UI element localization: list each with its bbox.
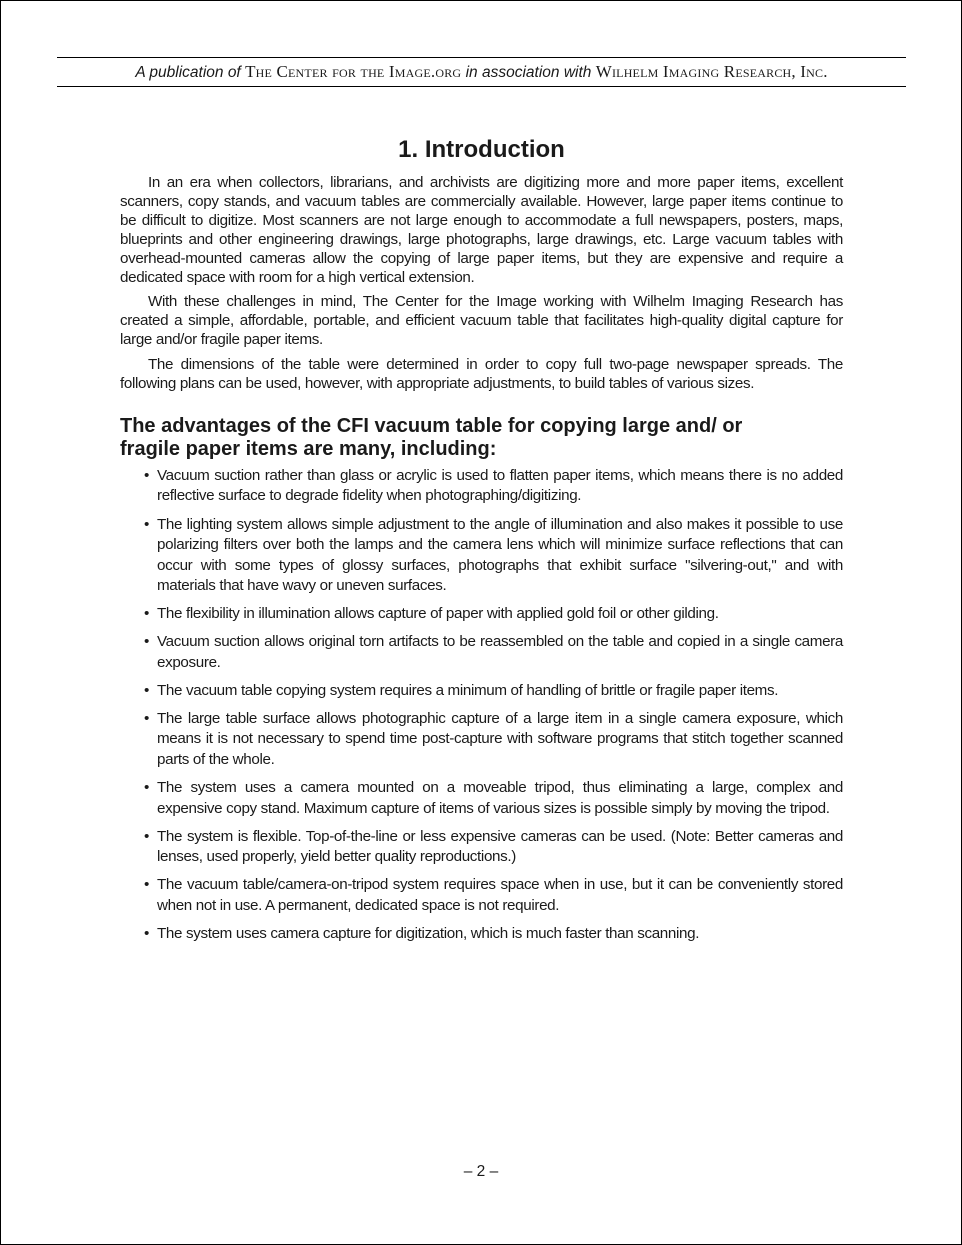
bullet-icon: •: [144, 779, 149, 797]
bullet-icon: •: [144, 924, 149, 942]
list-item-text: The vacuum table/camera-on-tripod system requires space when in use, but it can be conveniently stored when not in use. A permanent, dedicated space is not required.: [157, 876, 843, 914]
list-item: [144, 875, 843, 916]
list-item-text: Vacuum suction rather than glass or acrylic is used to flatten paper items, which means there is no added reflective surface to degrade fidelity when photographing/digitizing.: [157, 466, 843, 505]
list-item: [144, 709, 843, 771]
list-item: [144, 604, 843, 625]
list-item-text: The system uses a camera mounted on a moveable tripod, thus eliminating a large, complex and expensive copy stand. Maximum capture of items of various sizes is possible simply by moving the tripod.: [157, 779, 843, 817]
intro-paragraph: The dimensions of the table were determined in order to copy full two-page newspaper spreads. The following plans can be used, however, with appropriate adjustments, to build tables of various sizes.: [120, 356, 843, 393]
list-item: [144, 515, 843, 597]
main-content: [120, 133, 843, 952]
list-item: [144, 632, 843, 673]
bullet-icon: •: [144, 633, 149, 651]
intro-paragraph: With these challenges in mind, The Center for the Image working with Wilhelm Imaging Research has created a simple, affordable, portable, and efficient vacuum table that facilitates high-quality digital capture for large and/or fragile paper items.: [120, 293, 843, 349]
bullet-icon: •: [144, 515, 149, 533]
intro-paragraph: In an era when collectors, librarians, and archivists are digitizing more and more paper items, excellent scanners, copy stands, and vacuum tables are commercially available. However, large paper items continue to be difficult to digitize. Most scanners are not large enough to accommodate a full newspapers, posters, maps, blueprints and other engineering drawings, large photographs, large drawings, etc. Large vacuum tables with overhead-mounted cameras allow the copying of large paper items, but they are expensive and require a dedicated space with room for a high vertical extension.: [120, 174, 843, 286]
header-middle: in association with: [465, 64, 592, 81]
advantages-heading: The advantages of the CFI vacuum table for copying large and/ or fragile paper items are many, including:: [120, 414, 743, 460]
bullet-icon: •: [144, 681, 149, 699]
bullet-icon: •: [144, 827, 149, 845]
list-item: [144, 924, 843, 945]
running-header: [57, 57, 906, 87]
bullet-icon: •: [144, 466, 149, 484]
bullet-icon: •: [144, 876, 149, 894]
list-item-text: The lighting system allows simple adjustment to the angle of illumination and also makes it possible to use polarizing filters over both the lamps and the camera lens which will minimize surface reflections that can occur with some types of glossy surfaces, photographs that exhibit surface "silvering-out," and with materials that have wavy or uneven surfaces.: [157, 515, 843, 595]
bullet-icon: •: [144, 709, 149, 727]
page-number: – 2 –: [463, 1163, 499, 1180]
header-prefix: A publication of: [135, 64, 241, 81]
list-item: [144, 827, 843, 868]
section-title: 1. Introduction: [398, 136, 565, 163]
list-item-text: The system is flexible. Top-of-the-line or less expensive cameras can be used. (Note: Better cameras and lenses, used properly, yield better quality reproductions.): [157, 827, 843, 866]
list-item: [144, 681, 843, 702]
list-item-text: The large table surface allows photographic capture of a large item in a single camera exposure, which means it is not necessary to spend time post-capture with software programs that stitch together scanned parts of the whole.: [157, 709, 843, 768]
list-item-text: The flexibility in illumination allows capture of paper with applied gold foil or other gilding.: [157, 605, 719, 623]
advantages-list: [120, 466, 843, 944]
list-item: [144, 466, 843, 507]
bullet-icon: •: [144, 605, 149, 623]
header-org-center: The Center for the Image.org: [245, 62, 462, 81]
list-item: [144, 778, 843, 819]
list-item-text: Vacuum suction allows original torn artifacts to be reassembled on the table and copied in a single camera exposure.: [157, 633, 843, 671]
list-item-text: The system uses camera capture for digitization, which is much faster than scanning.: [157, 924, 700, 942]
list-item-text: The vacuum table copying system requires a minimum of handling of brittle or fragile paper items.: [157, 681, 779, 699]
header-org-wilhelm: Wilhelm Imaging Research, Inc.: [595, 62, 828, 81]
